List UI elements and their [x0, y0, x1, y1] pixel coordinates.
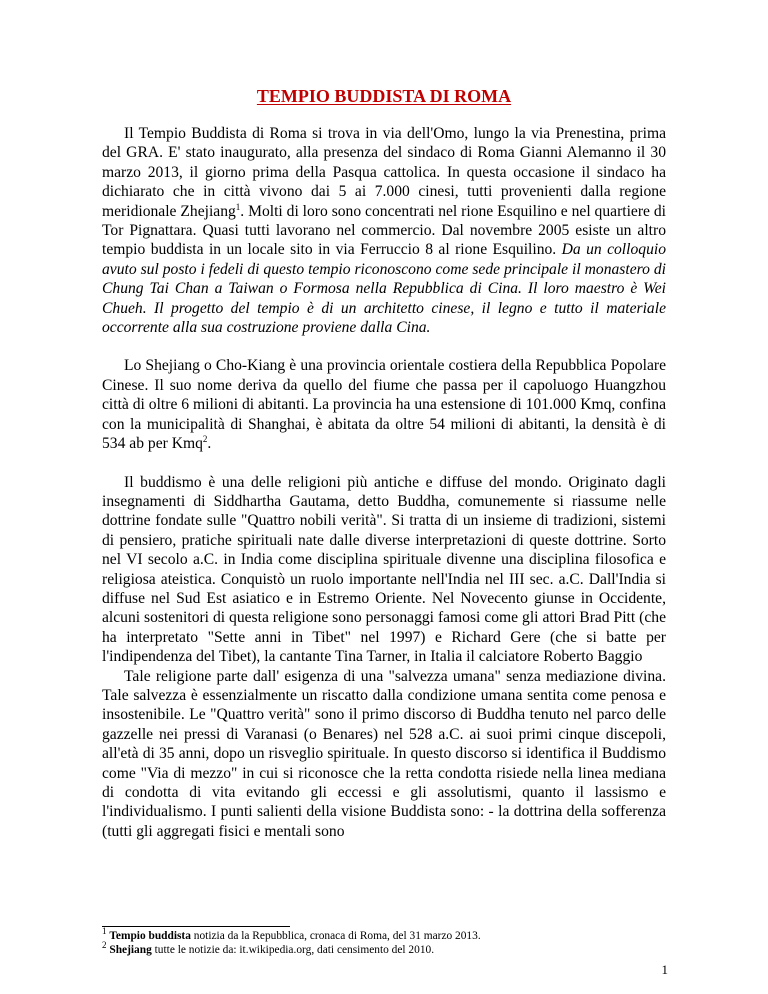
paragraph-1-text-a: Il Tempio Buddista di Roma si trova in via dell'Omo, lungo la via Prenestina, prima del GRA. E' stato inaugurato, alla presenza del sindaco di Roma Gianni Alemanno il 30 marzo 2013, il giorno prima della Pasqua cattolica. In questa occasione il sindaco ha dichiarato che in città vivono dai 5 ai 7.000 cinesi, tutti provenienti dalla regione meridionale Zhejiang	[102, 125, 666, 220]
footnote-ref-2: 2	[202, 433, 208, 444]
paragraph-1	[102, 124, 666, 337]
paragraph-2-text-b: .	[207, 435, 212, 453]
footnote-1-text: notizia da la Repubblica, cronaca di Roma, del 31 marzo 2013.	[190, 930, 481, 942]
footnote-2-number: 2	[102, 939, 107, 950]
footnotes	[102, 926, 682, 957]
footnote-1	[102, 926, 682, 944]
footnote-2	[102, 939, 682, 958]
page-title: TEMPIO BUDDISTA DI ROMA	[256, 86, 512, 106]
body-text	[102, 124, 666, 841]
paragraph-1-text-b: . Molti di loro sono concentrati nel rione Esquilino e nel quartiere di Tor Pignattara. Quasi tutti lavorano nel commercio. Dal novembre 2005 esiste un altro tempio buddista in un locale sito in via Ferruccio 8 al rione Esquilino.	[102, 202, 666, 259]
paragraph-2	[102, 356, 666, 453]
paragraph-3: Il buddismo è una delle religioni più antiche e diffuse del mondo. Originato dagli insegnamenti di Siddhartha Gautama, detto Buddha, comunemente si riassume nelle dottrine fondate sulle "Quattro nobili verità". Si tratta di un insieme di tradizioni, sistemi di pensiero, pratiche spirituali nate dalle diverse interpretazioni di queste dottrine. Sorto nel VI secolo a.C. in India come disciplina spirituale divenne una disciplina filosofica e religiosa ateistica. Conquistò un ruolo importante nell'India nel III sec. a.C. Dall'India si diffuse nel Sud Est asiatico e in Estremo Oriente. Nel Novecento giunse in Occidente, alcuni sostenitori di questa religione sono personaggi famosi come gli attori Brad Pitt (che ha interpretato "Sette anni in Tibet" nel 1997) e Richard Gere (che si batte per l'indipendenza del Tibet), la cantante Tina Tarner, in Italia il calciatore Roberto Baggio	[102, 473, 666, 666]
paragraph-1-italic: Da un colloquio avuto sul posto i fedeli di questo tempio riconoscono come sede principale il monastero di Chung Tai Chan a Taiwan o Formosa nella Repubblica di Cina. Il loro maestro è Wei Chueh. Il progetto del tempio è di un architetto cinese, il legno e tutto il materiale occorrente alla sua costruzione proviene dalla Cina.	[102, 241, 666, 337]
footnote-2-source: Shejiang	[109, 943, 152, 956]
footnote-2-text: tutte le notizie da: it.wikipedia.org, dati censimento del 2010.	[151, 943, 435, 956]
paragraph-2-text-a: Lo Shejiang o Cho-Kiang è una provincia orientale costiera della Repubblica Popolare Cinese. Il suo nome deriva da quello del fiume che passa per il capoluogo Huangzhou città di oltre 6 milioni di abitanti. La provincia ha una estensione di 101.000 Kmq, confina con la municipalità di Shanghai, è abitata da oltre 54 milioni di abitanti, la densità è di 534 ab per Kmq	[102, 357, 666, 453]
paragraph-4: Tale religione parte dall' esigenza di una "salvezza umana" senza mediazione divina. Tale salvezza è essenzialmente un riscatto dalla condizione umana sentita come penosa e insostenibile. Le "Quattro verità" sono il primo discorso di Buddha tenuto nel parco delle gazzelle nei pressi di Varanasi (o Benares) nel 528 a.C. ai suoi primi cinque discepoli, all'età di 35 anni, dopo un risveglio spirituale. In questo discorso si identifica il Buddismo come "Via di mezzo" in cui si riconosce che la retta condotta risiede nella linea mediana di condotta di vita evitando gli eccessi e gli assolutismi, quanto il lassismo e l'individualismo. I punti salienti della visione Buddista sono: - la dottrina della sofferenza (tutti gli aggregati fisici e mentali sono	[102, 667, 666, 840]
footnote-1-number: 1	[102, 926, 107, 937]
page-number: 1	[661, 962, 668, 977]
footnote-divider	[102, 926, 290, 927]
footnote-ref-1: 1	[235, 201, 241, 212]
footnote-1-source: Tempio buddista	[109, 930, 191, 942]
